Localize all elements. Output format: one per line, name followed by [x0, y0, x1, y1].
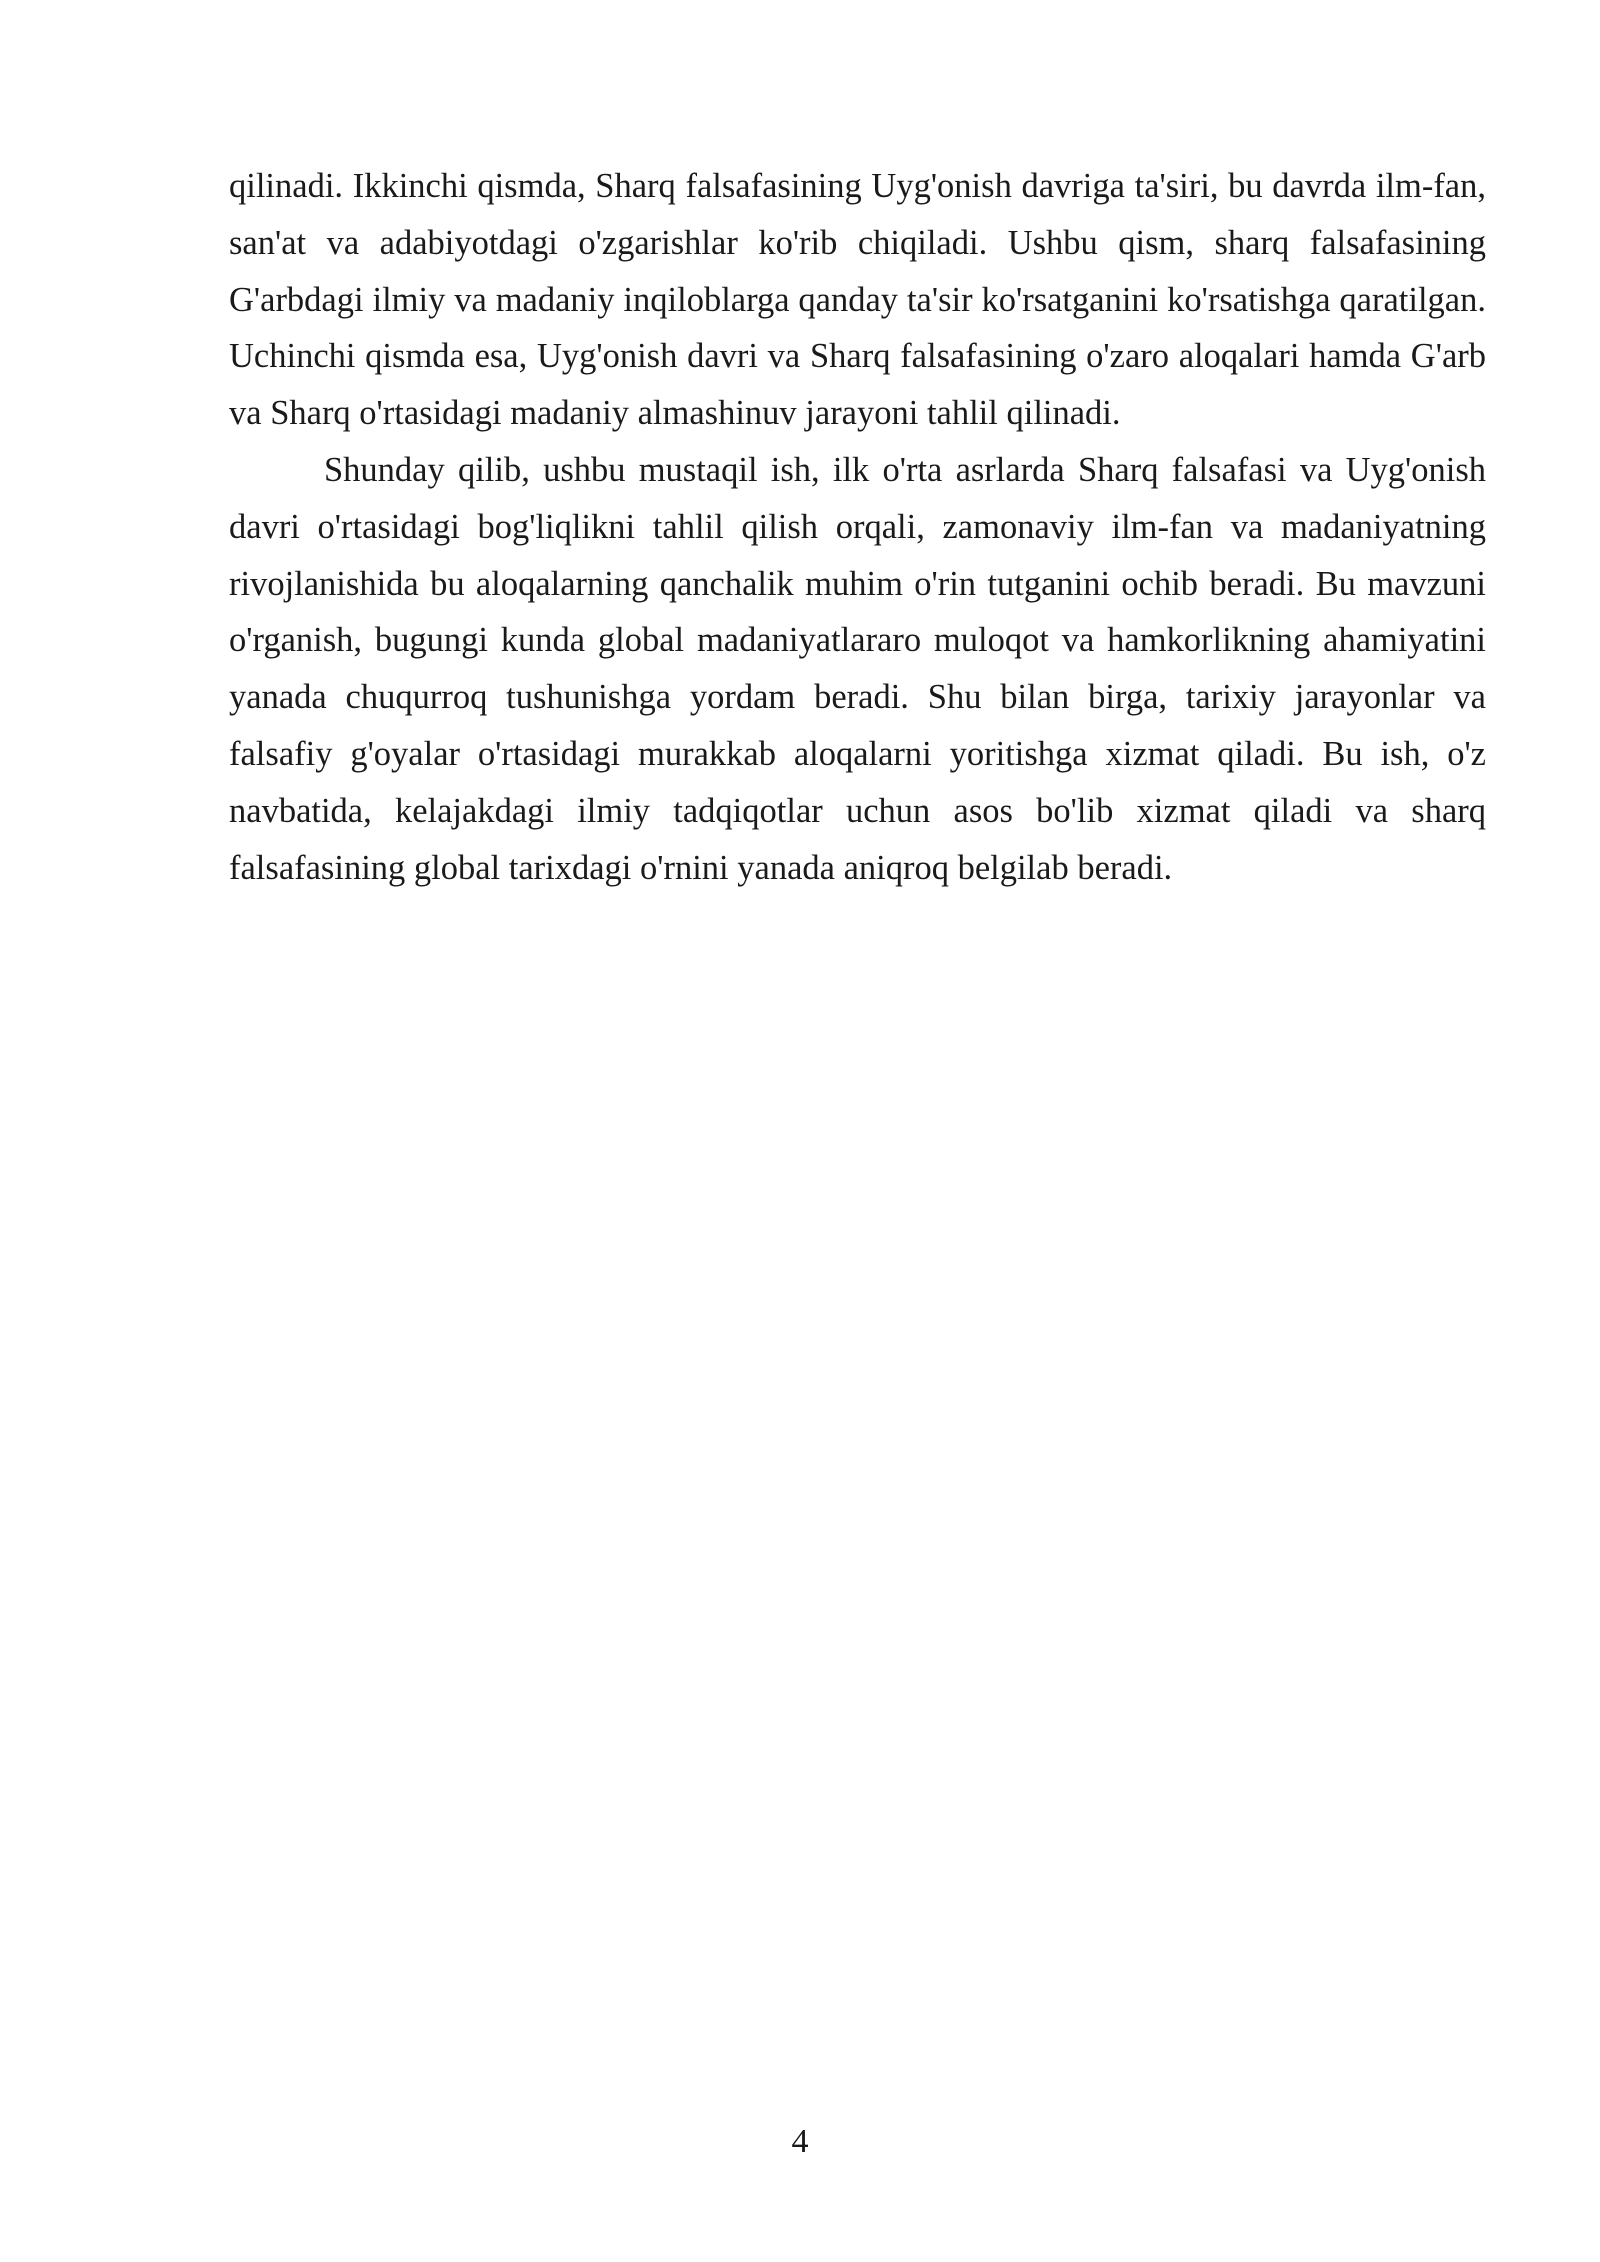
body-text	[229, 158, 1486, 896]
paragraph-continued: qilinadi. Ikkinchi qismda, Sharq falsafasining Uyg'onish davriga ta'siri, bu davrda ilm-fan, san'at va adabiyotdagi o'zgarishlar ko'rib chiqiladi. Ushbu qism, sharq falsafasining G'arbdagi ilmiy va madaniy inqiloblarga qanday ta'sir ko'rsatganini ko'rsatishga qaratilgan. Uchinchi qismda esa, Uyg'onish davri va Sharq falsafasining o'zaro aloqalari hamda G'arb va Sharq o'rtasidagi madaniy almashinuv jarayoni tahlil qilinadi.	[229, 167, 1486, 433]
paragraph-conclusion: Shunday qilib, ushbu mustaqil ish, ilk o'rta asrlarda Sharq falsafasi va Uyg'onish davri o'rtasidagi bog'liqlikni tahlil qilish orqali, zamonaviy ilm-fan va madaniyatning rivojlanishida bu aloqalarning qanchalik muhim o'rin tutganini ochib beradi. Bu mavzuni o'rganish, bugungi kunda global madaniyatlararo muloqot va hamkorlikning ahamiyatini yanada chuqurroq tushunishga yordam beradi. Shu bilan birga, tarixiy jarayonlar va falsafiy g'oyalar o'rtasidagi murakkab aloqalarni yoritishga xizmat qiladi. Bu ish, o'z navbatida, kelajakdagi ilmiy tadqiqotlar uchun asos bo'lib xizmat qiladi va sharq falsafasining global tarixdagi o'rnini yanada aniqroq belgilab beradi.	[229, 450, 1486, 887]
page-number: 4	[791, 2123, 809, 2160]
